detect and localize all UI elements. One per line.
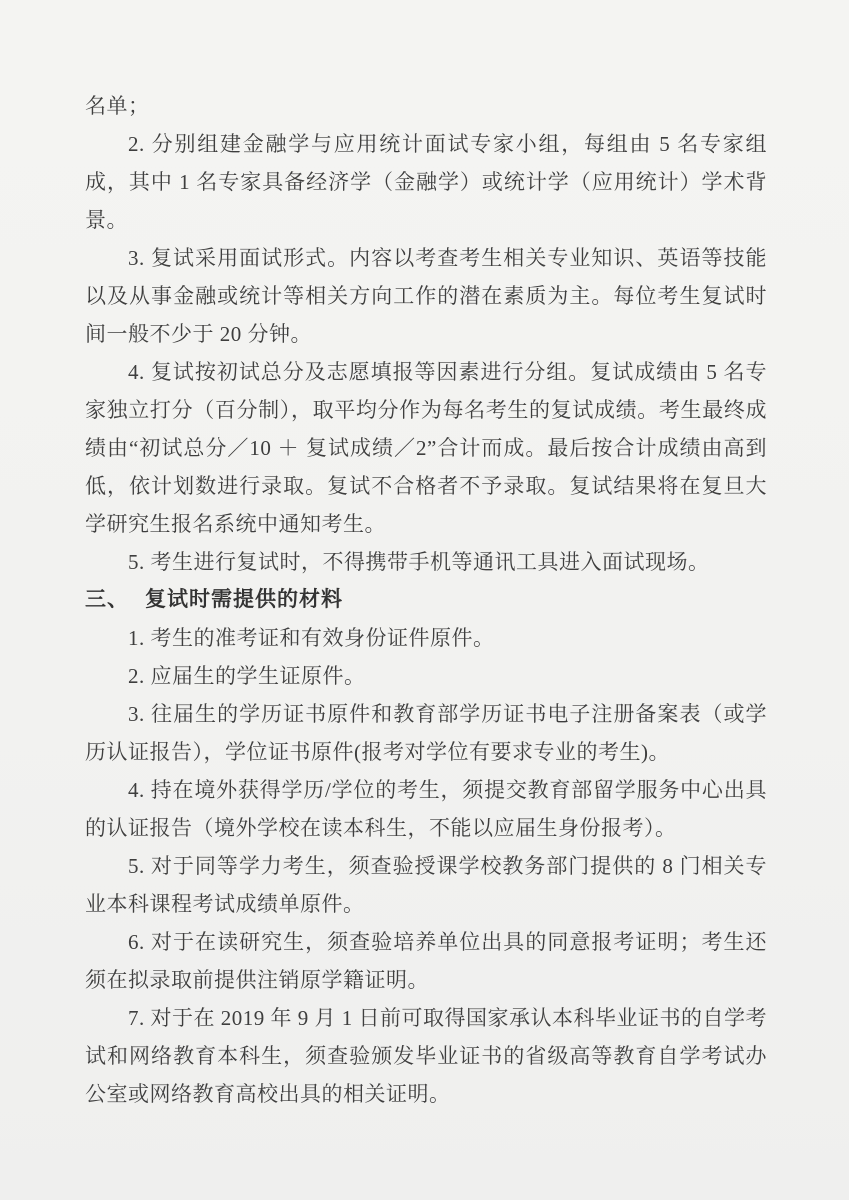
paragraph: 5. 对于同等学力考生，须查验授课学校教务部门提供的 8 门相关专业本科课程考试成绩单原件。: [85, 854, 767, 916]
paragraph: 6. 对于在读研究生，须查验培养单位出具的同意报考证明；考生还须在拟录取前提供注销原学籍证明。: [85, 930, 767, 992]
paragraph: 1. 考生的准考证和有效身份证件原件。: [128, 626, 495, 650]
document-body: [85, 87, 767, 1113]
paragraph: 2. 分别组建金融学与应用统计面试专家小组，每组由 5 名专家组成，其中 1 名专家具备经济学（金融学）或统计学（应用统计）学术背景。: [85, 132, 767, 232]
section-number: 三、: [85, 588, 129, 611]
paragraph: 2. 应届生的学生证原件。: [128, 664, 366, 688]
paragraph: 5. 考生进行复试时，不得携带手机等通讯工具进入面试现场。: [128, 550, 710, 574]
section-heading: [85, 581, 767, 619]
paragraph: 4. 复试按初试总分及志愿填报等因素进行分组。复试成绩由 5 名专家独立打分（百分制），取平均分作为每名考生的复试成绩。考生最终成绩由“初试总分／10 ＋ 复试成绩／2”合计而成。最后按合计成绩由高到低，依计划数进行录取。复试不合格者不予录取。复试结果将在复旦大学研究生报名系统中通知考生。: [85, 360, 767, 536]
paragraph: 7. 对于在 2019 年 9 月 1 日前可取得国家承认本科毕业证书的自学考试和网络教育本科生，须查验颁发毕业证书的省级高等教育自学考试办公室或网络教育高校出具的相关证明。: [85, 1006, 767, 1106]
section-title: 复试时需提供的材料: [145, 588, 343, 611]
paragraph: 4. 持在境外获得学历/学位的考生，须提交教育部留学服务中心出具的认证报告（境外学校在读本科生，不能以应届生身份报考）。: [85, 778, 767, 840]
paragraph: 3. 复试采用面试形式。内容以考查考生相关专业知识、英语等技能以及从事金融或统计等相关方向工作的潜在素质为主。每位考生复试时间一般不少于 20 分钟。: [85, 246, 767, 346]
paragraph: 名单；: [85, 94, 150, 118]
paragraph: 3. 往届生的学历证书原件和教育部学历证书电子注册备案表（或学历认证报告），学位证书原件(报考对学位有要求专业的考生)。: [85, 702, 767, 764]
